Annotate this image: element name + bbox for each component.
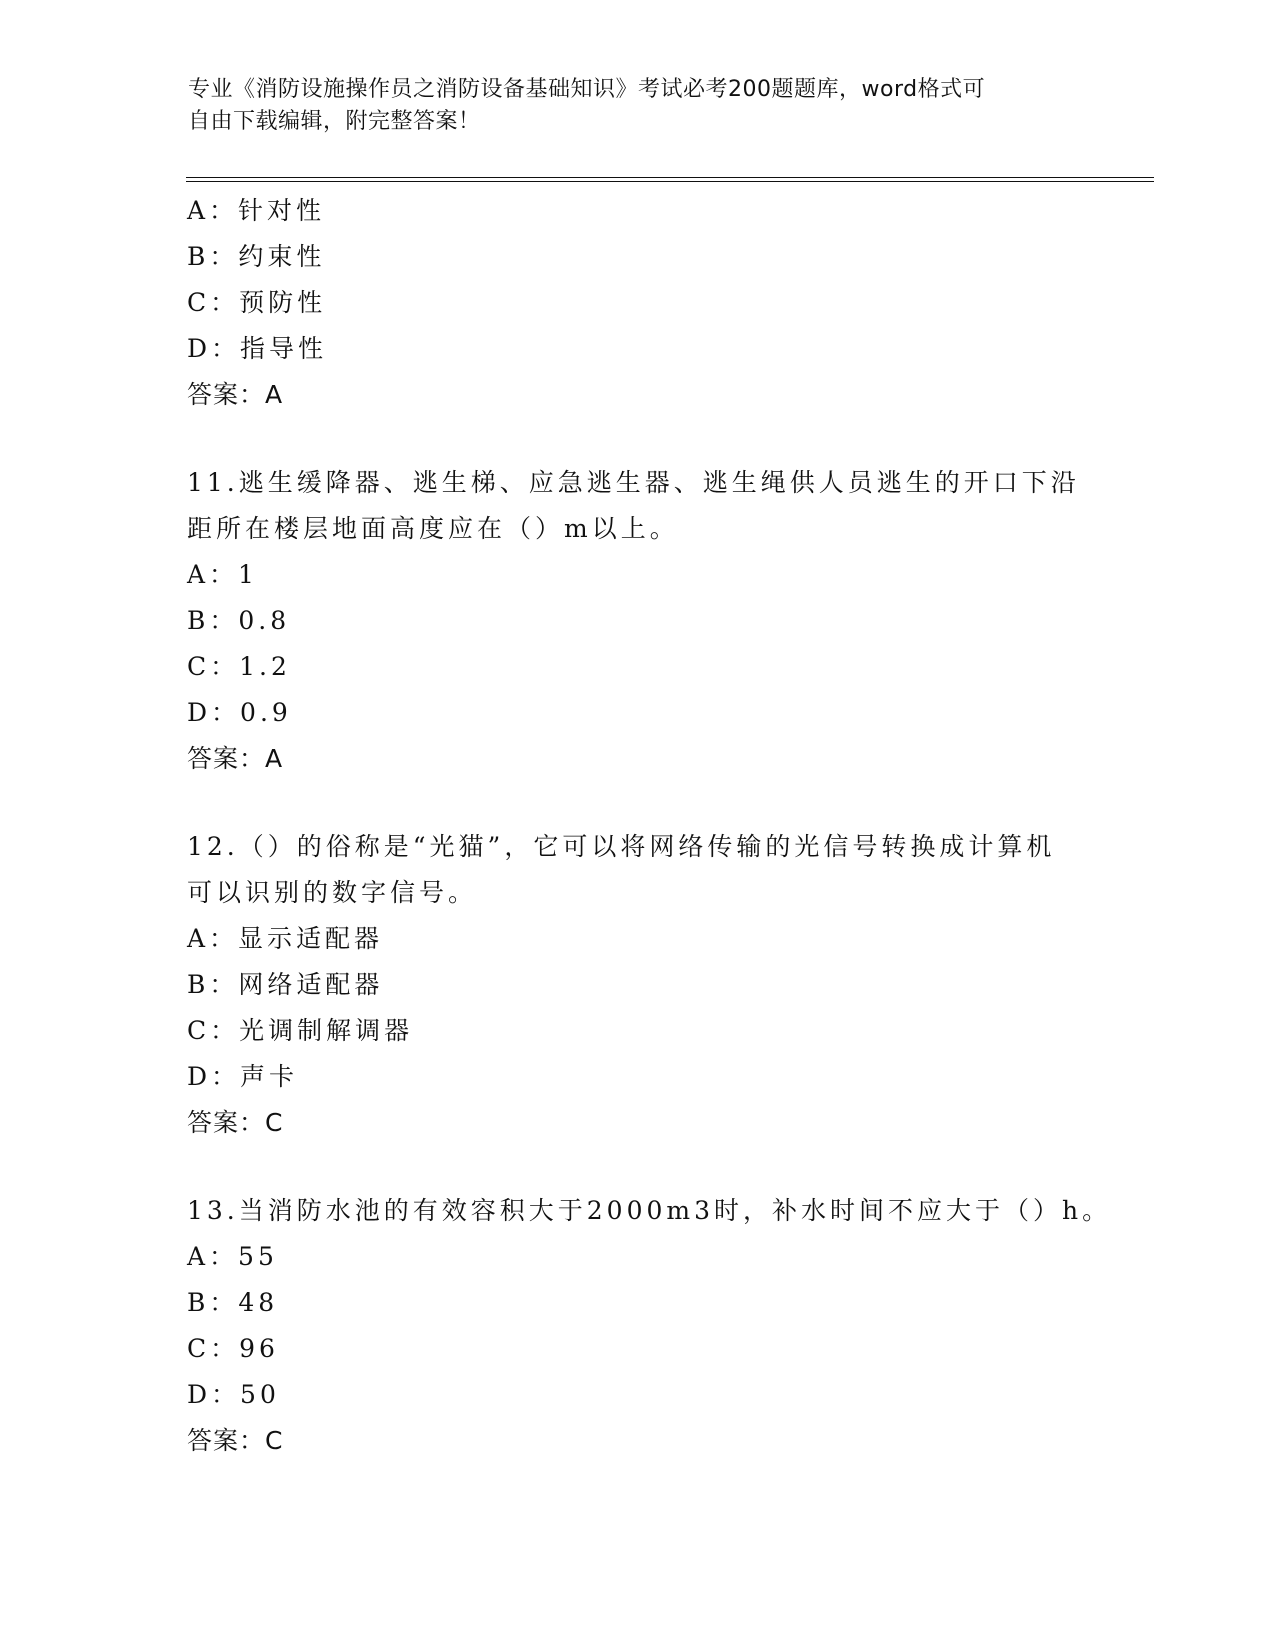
option-a: A：显示适配器 [187, 924, 384, 953]
answer-line: 答案：A [187, 380, 284, 409]
header-divider [186, 177, 1154, 182]
option-c: C：光调制解调器 [187, 1016, 414, 1045]
question-stem-line-2: 距所在楼层地面高度应在（）m以上。 [187, 514, 679, 543]
option-b: B：0.8 [187, 606, 291, 635]
option-c: C：96 [187, 1334, 279, 1363]
spacer [187, 782, 1107, 824]
question-stem-line-1: 12.（）的俗称是“光猫”，它可以将网络传输的光信号转换成计算机 [187, 832, 1056, 861]
question-stem-line-2: 可以识别的数字信号。 [187, 878, 478, 907]
option-c: C：1.2 [187, 652, 291, 681]
answer-line: 答案：A [187, 744, 284, 773]
option-a: A：1 [187, 560, 258, 589]
header-title-line-2: 自由下载编辑，附完整答案！ [188, 109, 481, 134]
answer-line: 答案：C [187, 1426, 284, 1455]
option-b: B：约束性 [187, 242, 326, 271]
document-header [188, 74, 1088, 138]
option-a: A：55 [187, 1242, 278, 1271]
option-d: D：0.9 [187, 698, 292, 727]
option-d: D：声卡 [187, 1062, 299, 1091]
option-d: D：指导性 [187, 334, 328, 363]
question-12 [187, 824, 1107, 1146]
spacer [187, 1146, 1107, 1188]
option-a: A：针对性 [187, 196, 326, 225]
option-b: B：网络适配器 [187, 970, 384, 999]
spacer [187, 418, 1107, 460]
question-stem-line-1: 13.当消防水池的有效容积大于2000m3时，补水时间不应大于（）h。 [187, 1196, 1112, 1225]
question-stem-line-1: 11.逃生缓降器、逃生梯、应急逃生器、逃生绳供人员逃生的开口下沿 [187, 468, 1080, 497]
header-title-line-1: 专业《消防设施操作员之消防设备基础知识》考试必考200题题库，word格式可 [188, 77, 986, 102]
question-11 [187, 460, 1107, 782]
question-10 [187, 188, 1107, 418]
question-13 [187, 1188, 1112, 1464]
question-list [187, 188, 1112, 1464]
option-b: B：48 [187, 1288, 279, 1317]
option-c: C：预防性 [187, 288, 327, 317]
option-d: D：50 [187, 1380, 280, 1409]
answer-line: 答案：C [187, 1108, 284, 1137]
